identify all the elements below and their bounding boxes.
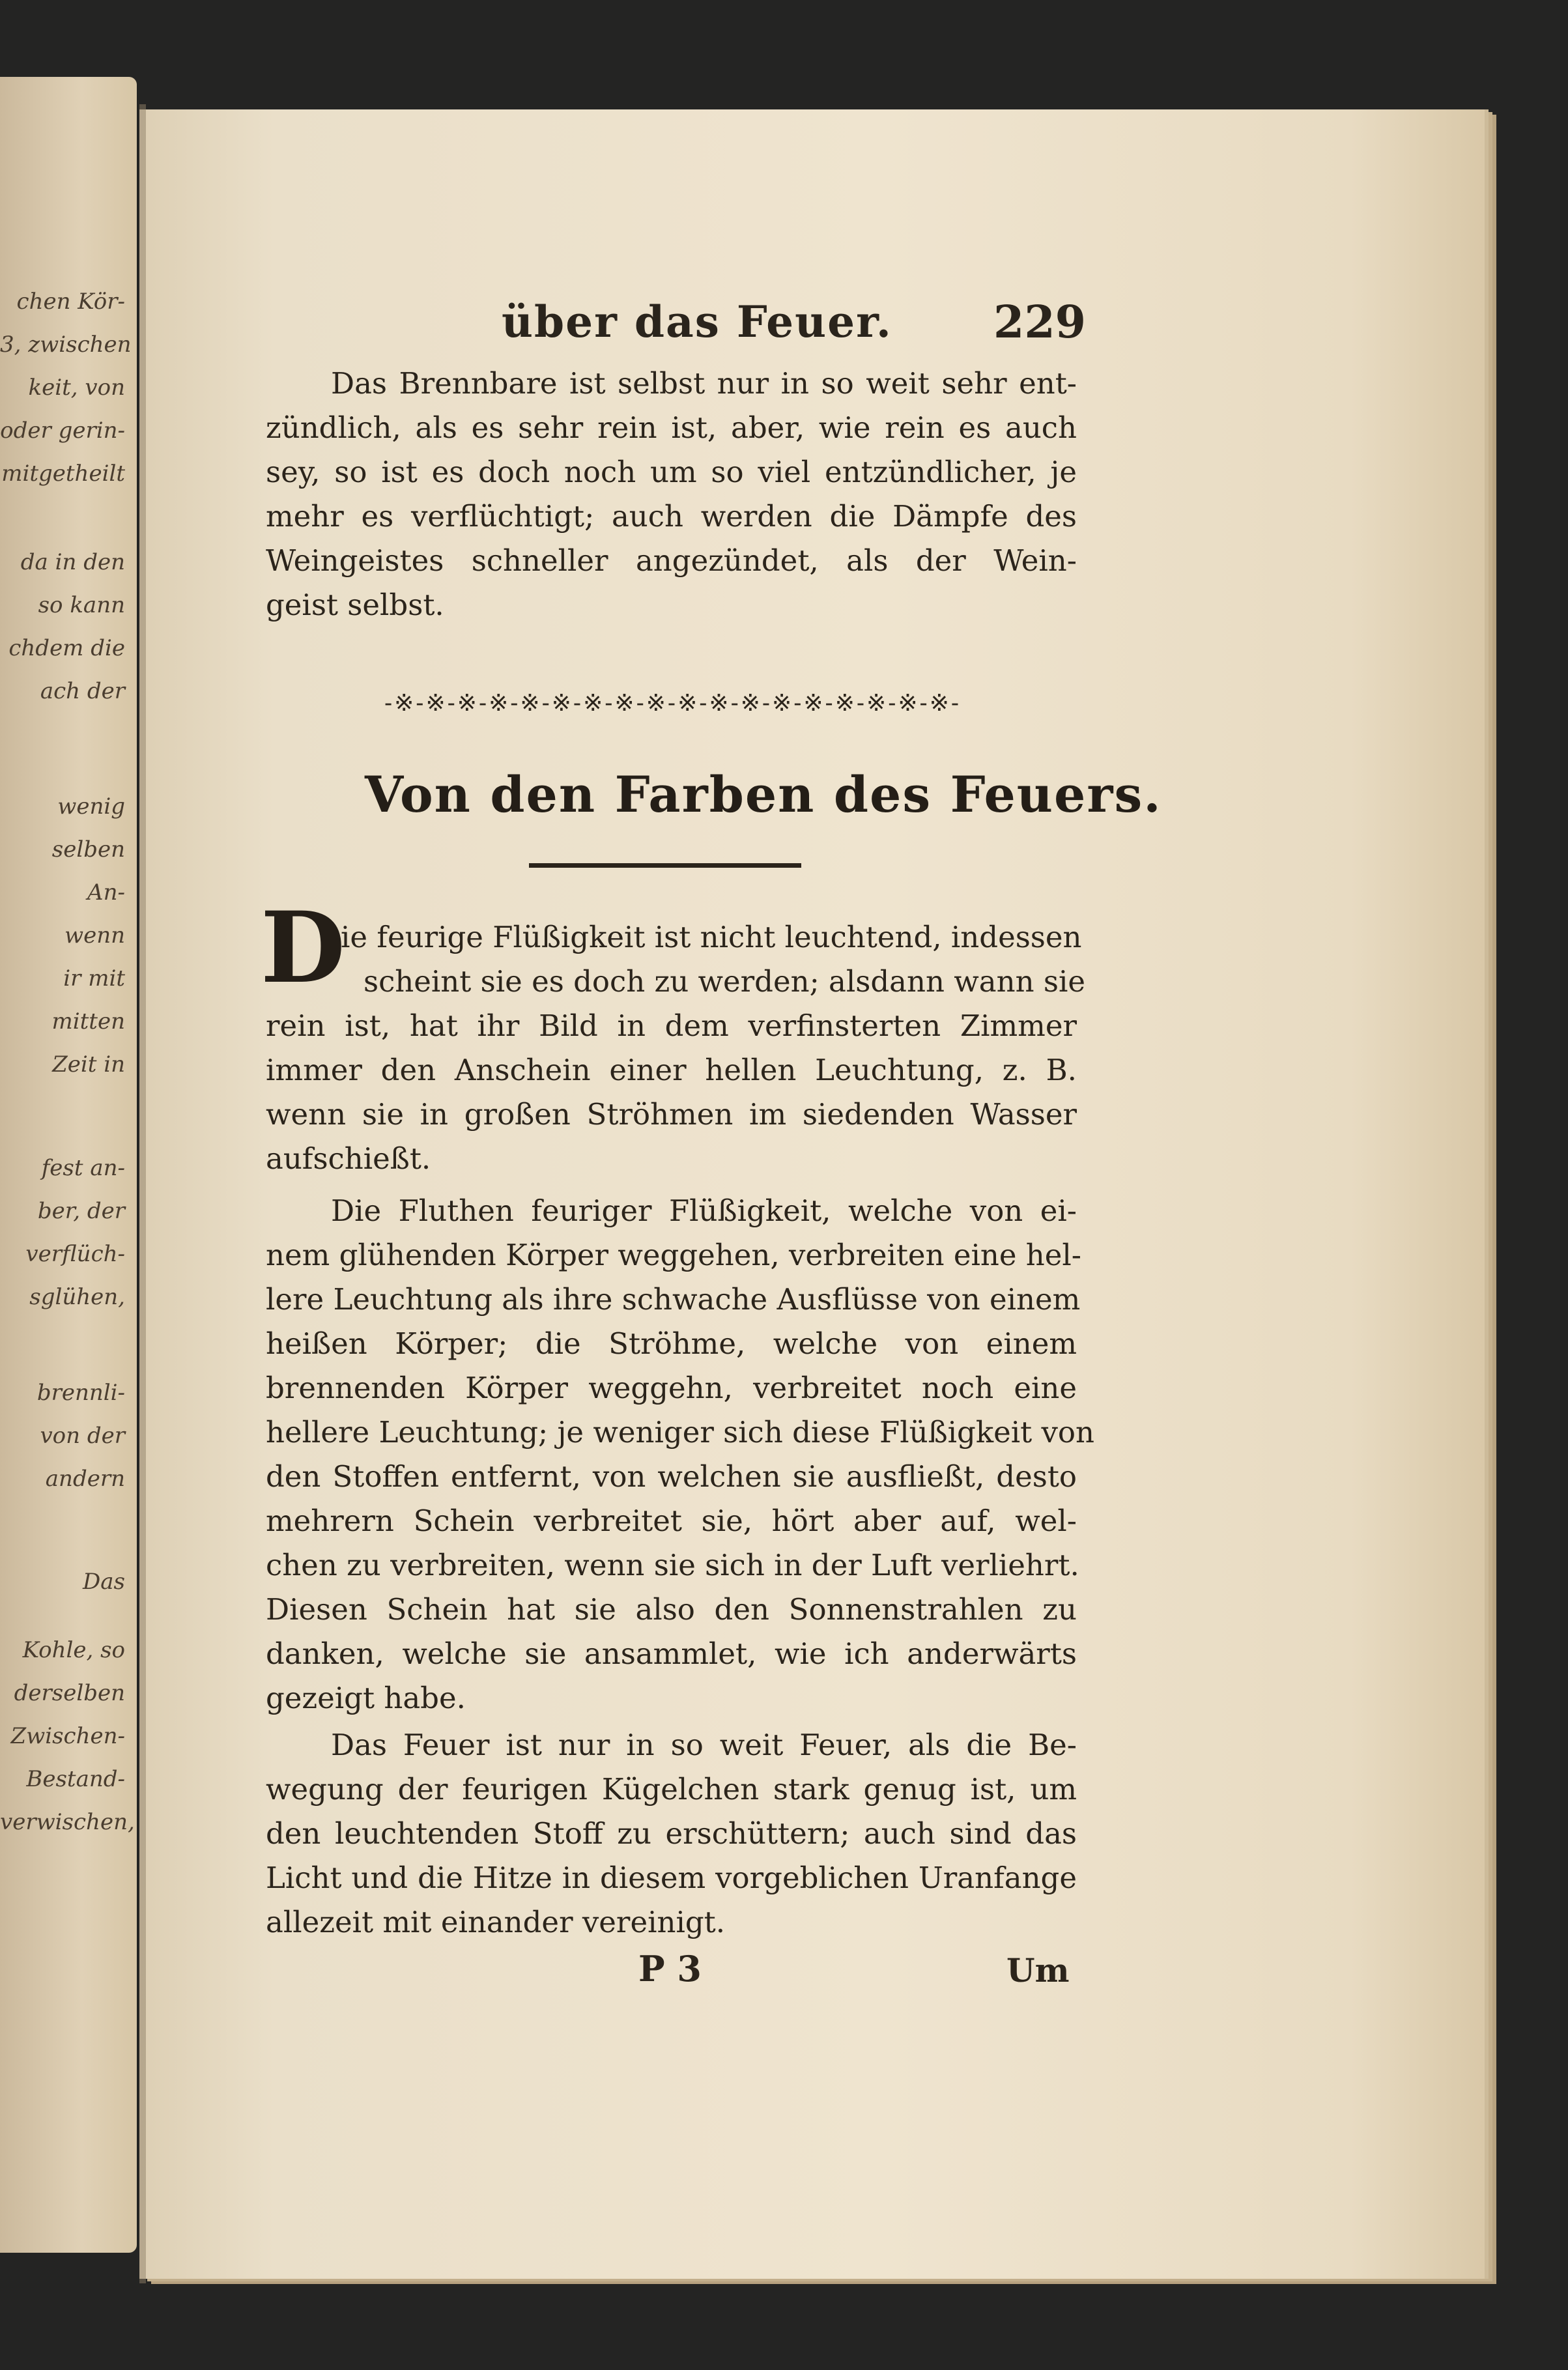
facing-page-line: brennli-	[36, 1380, 125, 1406]
text-line: ie feurige Flüßigkeit ist nicht leuchtend, indessen	[341, 920, 1082, 954]
text-line: hellere Leuchtung; je weniger sich diese Flüßigkeit von	[266, 1415, 1094, 1449]
paragraph-1	[266, 915, 1085, 1181]
facing-page-line: wenn	[64, 922, 125, 949]
facing-page-fragment-block	[0, 1629, 137, 1844]
facing-page-fragment-block	[0, 1147, 137, 1319]
facing-page-line: mitten	[51, 1008, 125, 1035]
text-line: Die Fluthen feuriger Flüßigkeit, welche von ei-	[331, 1193, 1077, 1228]
text-line: sey, so ist es doch noch um so viel entzündlicher, je	[266, 455, 1077, 489]
facing-page-fragment-block	[0, 785, 137, 1086]
facing-page-fragment-block	[0, 1560, 137, 1603]
text-line: mehr es verflüchtigt; auch werden die Dämpfe des	[266, 499, 1077, 534]
text-line: nem glühenden Körper weggehen, verbreiten eine hel-	[266, 1238, 1082, 1272]
text-line: mehrern Schein verbreitet sie, hört aber auf, wel-	[266, 1504, 1077, 1538]
facing-page-line: da in den	[20, 549, 125, 575]
text-line: Das Feuer ist nur in so weit Feuer, als die Be-	[331, 1728, 1077, 1762]
text-line: den leuchtenden Stoff zu erschüttern; auch sind das	[266, 1816, 1077, 1851]
heading-rule	[529, 863, 801, 868]
facing-page-line: von der	[40, 1423, 125, 1449]
text-line: Licht und die Hitze in diesem vorgeblichen Uranfange	[266, 1861, 1077, 1895]
facing-page-line: ber, der	[37, 1198, 125, 1224]
text-line: wegung der feurigen Kügelchen stark genug ist, um	[266, 1772, 1077, 1806]
signature-mark: P 3	[638, 1948, 702, 1990]
facing-page-fragment-block	[0, 280, 137, 495]
text-line: den Stoffen entfernt, von welchen sie ausfließt, desto	[266, 1459, 1077, 1494]
text-line: immer den Anschein einer hellen Leuchtung, z. B.	[266, 1053, 1077, 1087]
continuation-paragraph	[266, 362, 1077, 627]
facing-page-line: ir mit	[63, 965, 125, 992]
text-line: heißen Körper; die Ströhme, welche von einem	[266, 1326, 1077, 1361]
page-number: 229	[993, 296, 1086, 349]
facing-page-line: fest an-	[41, 1155, 125, 1181]
facing-page-line: derselben	[14, 1680, 125, 1706]
facing-page-line: oder gerin-	[0, 418, 125, 444]
facing-page-line: wenig	[57, 793, 125, 820]
facing-page-line: Das	[83, 1569, 125, 1595]
facing-page-line: An-	[87, 879, 125, 906]
text-line: geist selbst.	[266, 588, 444, 622]
text-line: danken, welche sie ansammlet, wie ich anderwärts	[266, 1636, 1077, 1671]
drop-cap: D	[261, 891, 346, 1005]
catchword: Um	[1006, 1951, 1070, 1990]
facing-page-line: keit, von	[28, 375, 125, 401]
facing-page-line: sglühen,	[29, 1284, 125, 1310]
text-line: lere Leuchtung als ihre schwache Ausflüsse von einem	[266, 1282, 1081, 1317]
facing-page-line: Bestand-	[26, 1766, 125, 1792]
facing-page-line: selben	[51, 836, 125, 863]
text-line: wenn sie in großen Ströhmen im siedenden Wasser	[266, 1097, 1077, 1132]
facing-page-line: ach der	[40, 678, 125, 704]
facing-page-left	[0, 77, 137, 2253]
facing-page-line: chdem die	[8, 635, 125, 661]
facing-page-line: verwischen,	[0, 1809, 135, 1835]
facing-page-line: so kann	[38, 592, 125, 618]
facing-page-text-fragments	[0, 77, 137, 2253]
facing-page-line: andern	[45, 1466, 125, 1492]
text-line: rein ist, hat ihr Bild in dem verfinsterten Zimmer	[266, 1008, 1077, 1043]
facing-page-line: Kohle, so	[22, 1637, 125, 1663]
text-line: chen zu verbreiten, wenn sie sich in der Luft verliehrt.	[266, 1548, 1079, 1582]
text-line: allezeit mit einander vereinigt.	[266, 1905, 726, 1939]
facing-page-line: mitgetheilt	[1, 461, 125, 487]
text-line: aufschießt.	[266, 1141, 431, 1176]
text-line: Das Brennbare ist selbst nur in so weit sehr ent-	[331, 366, 1077, 401]
facing-page-fragment-block	[0, 1371, 137, 1500]
text-line: Weingeistes schneller angezündet, als der Wein-	[266, 543, 1077, 578]
facing-page-line: verflüch-	[25, 1241, 125, 1267]
facing-page-line: Zwischen-	[10, 1723, 125, 1749]
text-line: zündlich, als es sehr rein ist, aber, wie rein es auch	[266, 410, 1077, 445]
facing-page-line: 3, zwischen	[0, 332, 132, 358]
facing-page-line: Zeit in	[52, 1051, 125, 1078]
paragraph-3	[266, 1723, 1077, 1945]
ornamental-divider: -※-※-※-※-※-※-※-※-※-※-※-※-※-※-※-※-※-※-	[384, 690, 962, 717]
facing-page-fragment-block	[0, 541, 137, 713]
text-line: Diesen Schein hat sie also den Sonnenstrahlen zu	[266, 1592, 1077, 1627]
text-line: gezeigt habe.	[266, 1681, 466, 1715]
paragraph-2	[266, 1189, 1094, 1720]
running-title: über das Feuer.	[502, 296, 892, 347]
facing-page-line: chen Kör-	[16, 289, 125, 315]
page-gutter	[139, 104, 146, 2283]
text-line: scheint sie es doch zu werden; alsdann wann sie	[363, 964, 1085, 999]
text-line: brennenden Körper weggehn, verbreitet noch eine	[266, 1371, 1077, 1405]
section-heading: Von den Farben des Feuers.	[365, 765, 1162, 823]
